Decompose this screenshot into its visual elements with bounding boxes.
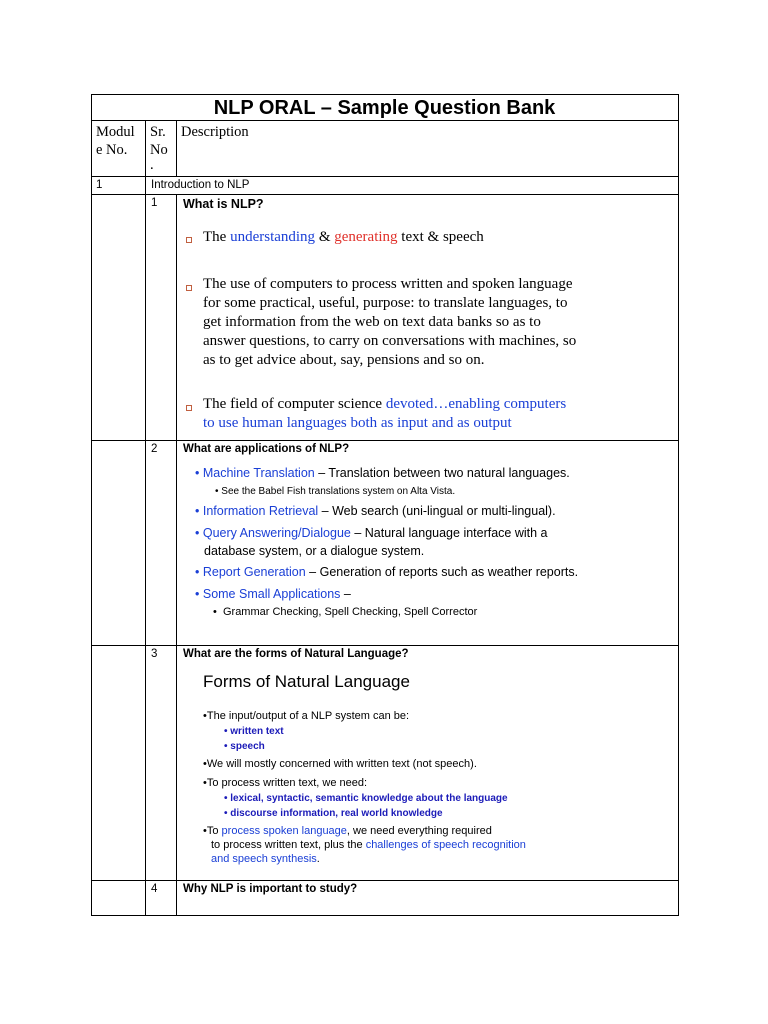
table-rule-title xyxy=(91,120,679,121)
q4-number: 4 xyxy=(151,883,158,895)
q3-line-1: •The input/output of a NLP system can be: xyxy=(203,710,410,722)
q1-bullet-2: The use of computers to process written and spoken language for some practical, useful, purpose: to translate languages, to get information from the web on text data banks so as to answer questions, to carry on conversations with machines, so as to get advice about, say, pensions and so on. xyxy=(203,276,577,368)
q3-line-1a: • written text xyxy=(224,726,284,737)
table-border-left xyxy=(91,94,92,916)
q3-line-1b: • speech xyxy=(224,741,265,752)
table-border-bottom xyxy=(91,915,679,916)
q3-line-3b: • discourse information, real world knowledge xyxy=(224,808,443,819)
q3-line-3: •To process written text, we need: xyxy=(203,777,368,789)
table-col-module-sr xyxy=(145,120,146,916)
q3-line-2: •We will mostly concerned with written text (not speech). xyxy=(203,758,477,770)
q2-app-machine-translation: • Machine Translation – Translation between two natural languages. xyxy=(195,466,570,480)
q2-app-report-generation: • Report Generation – Generation of reports such as weather reports. xyxy=(195,565,579,579)
header-sr-no: Sr. No . xyxy=(150,124,168,173)
table-col-sr-desc xyxy=(176,120,177,176)
header-module: Modul e No. xyxy=(96,124,135,158)
table-rule-module xyxy=(91,194,679,195)
table-col-sr-desc-lower xyxy=(176,194,177,916)
table-rule-q2 xyxy=(91,645,679,646)
q3-number: 3 xyxy=(151,648,158,660)
square-bullet-icon xyxy=(186,285,192,291)
module-number: 1 xyxy=(96,179,103,191)
q1-question: What is NLP? xyxy=(183,197,264,211)
square-bullet-icon xyxy=(186,237,192,243)
q1-bullet-1: The understanding & generating text & speech xyxy=(203,229,484,245)
q4-question: Why NLP is important to study? xyxy=(183,883,358,895)
q1-number: 1 xyxy=(151,197,158,209)
q2-app-information-retrieval: • Information Retrieval – Web search (uni-lingual or multi-lingual). xyxy=(195,504,556,518)
q1-bullet-3: The field of computer science devoted…enabling computers to use human languages both as input and as output xyxy=(203,396,567,431)
q2-number: 2 xyxy=(151,443,158,455)
page-title: NLP ORAL – Sample Question Bank xyxy=(213,97,556,119)
q2-app-query-answering: • Query Answering/Dialogue – Natural language interface with a database system, or a dialogue system. xyxy=(195,526,548,558)
table-rule-q1 xyxy=(91,440,679,441)
q3-line-3a: • lexical, syntactic, semantic knowledge about the language xyxy=(224,793,508,804)
table-border-right xyxy=(678,94,679,916)
q3-question: What are the forms of Natural Language? xyxy=(183,648,409,660)
header-description: Description xyxy=(181,124,249,140)
module-name: Introduction to NLP xyxy=(151,179,250,191)
table-border-top xyxy=(91,94,679,95)
q3-line-4: •To process spoken language, we need everything required to process written text, plus the challenges of speech recognition and speech synthesis. xyxy=(203,825,526,865)
q2-app-small-sub: • Grammar Checking, Spell Checking, Spell Corrector xyxy=(213,606,478,618)
q2-app-mt-sub: • See the Babel Fish translations system on Alta Vista. xyxy=(215,486,456,497)
table-rule-q3 xyxy=(91,880,679,881)
table-rule-header xyxy=(91,176,679,177)
q2-question: What are applications of NLP? xyxy=(183,443,350,455)
q2-app-small-applications: • Some Small Applications – xyxy=(195,587,351,601)
q3-heading: Forms of Natural Language xyxy=(203,672,410,691)
square-bullet-icon xyxy=(186,405,192,411)
